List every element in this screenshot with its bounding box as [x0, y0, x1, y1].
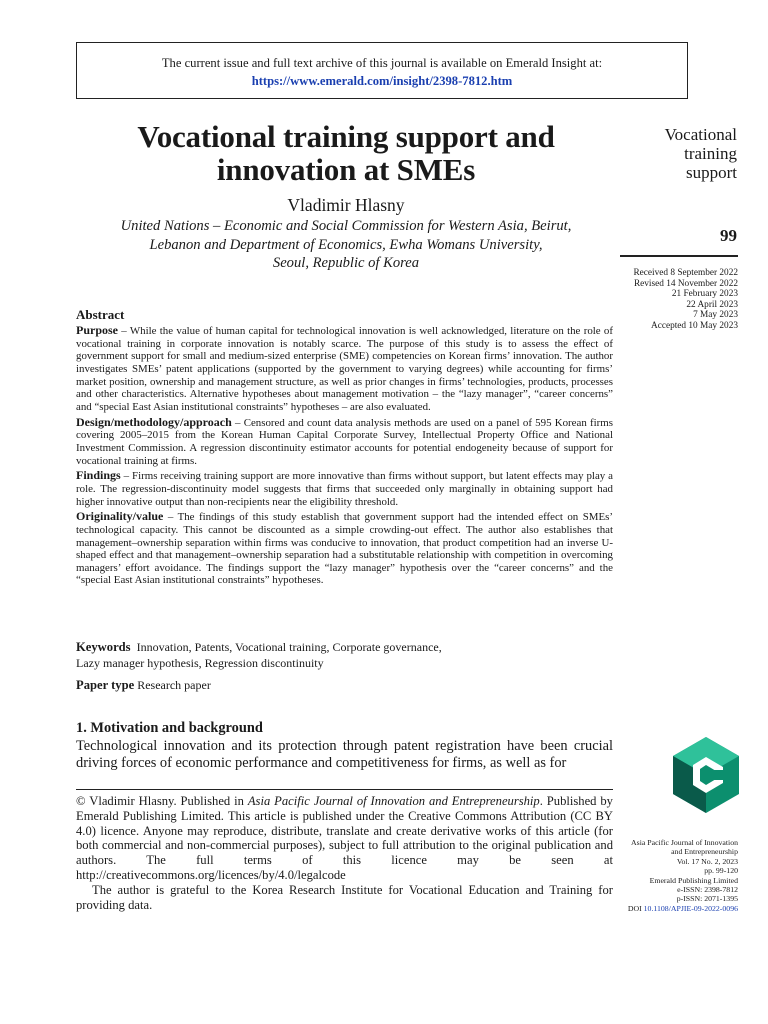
- abstract-text: – While the value of human capital for technological innovation is well acknowledged, literature on the role of vocational training in corporate innovation is notably scarce. The purpose of this study is to assess the effect of government support for small and medium-sized enterprise (SME) competencies on Korean firms’ innovation. The author investigates SMEs’ patent applications (supported by the government to varying degrees) while accounting for firms’ market position, ownership and management structure, as well as prior changes in firms’ technologies, products, processes and other characteristics. Alternative hypotheses about management motivation – the “lazy manager”, “career concerns” and “special East Asian institutional constraints” hypotheses – are also evaluated.: [76, 325, 613, 413]
- article-title: Vocational training support and innovation at SMEs: [137, 119, 555, 187]
- abstract-label: Purpose: [76, 323, 118, 337]
- doi-label: DOI: [627, 903, 644, 913]
- journal-name: Asia Pacific Journal of Innovation and Entrepreneurship: [247, 794, 540, 808]
- author-affiliation: [76, 217, 616, 273]
- date-line: Received 8 September 2022: [633, 268, 738, 278]
- submission-dates: [600, 268, 738, 332]
- abstract-label: Originality/value: [76, 509, 164, 524]
- abstract-heading: Abstract: [76, 307, 125, 322]
- license-note: [76, 794, 613, 883]
- abstract-findings: [76, 469, 613, 508]
- date-line: 7 May 2023: [693, 310, 738, 321]
- abstract-label: Design/methodology/approach: [76, 414, 232, 429]
- journal-info-line: p-ISSN: 2071-1395: [676, 894, 738, 904]
- paper-type: [76, 678, 613, 693]
- acknowledgement: The author is grateful to the Korea Research Institute for Vocational Education and Training for providing data.: [76, 882, 613, 912]
- author-name: Vladimir Hlasny: [287, 195, 405, 215]
- archive-notice-box: [76, 42, 688, 99]
- keywords-text: Innovation, Patents, Vocational training, Corporate governance,: [136, 640, 442, 654]
- journal-info-line: Asia Pacific Journal of Innovation: [631, 838, 738, 847]
- keywords-line: Lazy manager hypothesis, Regression discontinuity: [76, 655, 324, 670]
- paper-type-label: Paper type: [76, 678, 135, 692]
- paper-type-value: Research paper: [137, 678, 211, 692]
- license-text: . Published by Emerald Publishing Limited. This article is published under the Creative Commons Attribution (CC BY 4.0) licence. Anyone may reproduce, distribute, translate and create derivative works of this article (for both commercial and non-commercial purposes), subject to full attribution to the original publication and authors. The full terms of this licence may be seen at http://creativecommons.org/licences/by/4.0/legalcode: [76, 794, 613, 882]
- journal-info-line: pp. 99-120: [704, 866, 738, 876]
- keywords: [76, 640, 613, 671]
- affiliation-line: United Nations – Economic and Social Commission for Western Asia, Beirut,: [120, 218, 572, 234]
- affiliation-line: Lebanon and Department of Economics, Ewha Womans University,: [149, 236, 543, 253]
- journal-info-line: e-ISSN: 2398-7812: [677, 885, 738, 895]
- abstract-purpose: [76, 324, 613, 414]
- abstract-design: [76, 416, 613, 468]
- running-head: [620, 125, 737, 182]
- date-line: Revised 14 November 2022: [633, 278, 738, 289]
- page-number: 99: [720, 226, 737, 245]
- running-head-line: Vocational: [664, 125, 737, 144]
- margin-divider: [620, 255, 738, 257]
- abstract-label: Findings: [76, 468, 121, 483]
- doi-link[interactable]: 10.1108/APJIE-09-2022-0096: [643, 903, 738, 913]
- publisher-logo-icon: [673, 737, 739, 813]
- journal-url-link[interactable]: https://www.emerald.com/insight/2398-7812.htm: [251, 74, 513, 88]
- section-body: [76, 738, 613, 771]
- abstract-body: [76, 324, 613, 589]
- journal-info: [600, 838, 738, 913]
- keywords-line: [76, 640, 613, 656]
- doi-line: [600, 904, 738, 913]
- license-prefix: © Vladimir Hlasny. Published in: [76, 794, 248, 808]
- running-head-line: support: [686, 163, 737, 182]
- journal-info-line: Emerald Publishing Limited: [649, 875, 738, 885]
- abstract-text: – Firms receiving training support are more innovative than firms without support, but latent effects may play a role. The regression-discontinuity model suggests that firms that succeeded only marginally in obtaining support had higher innovative output than non-recipients near the eligibility threshold.: [76, 470, 613, 508]
- journal-info-line: and Entrepreneurship: [671, 847, 738, 857]
- journal-info-line: Vol. 17 No. 2, 2023: [676, 856, 738, 866]
- abstract-text: – Censored and count data analysis methods are used on a panel of 595 Korean firms covering 2005–2015 from the Korean Human Capital Corporate Survey, Intellectual Property Office and National Investment Commission. A regression discontinuity estimator accounts for potential endogeneity because of support for vocational training at firms.: [76, 416, 613, 467]
- date-line: 21 February 2023: [671, 289, 738, 300]
- date-line: 22 April 2023: [686, 299, 738, 310]
- date-line: Accepted 10 May 2023: [650, 320, 738, 331]
- section-heading: 1. Motivation and background: [76, 720, 263, 736]
- affiliation-line: Seoul, Republic of Korea: [272, 255, 420, 271]
- footnote-divider: [76, 789, 613, 790]
- footnote: [76, 794, 613, 912]
- running-head-line: training: [684, 144, 737, 163]
- abstract-text: – The findings of this study establish that government support had the intended effect on SMEs’ technological capacity. This cannot be discounted as a simple crowding-out effect. The author also establishes that management–ownership separation within firms was conducive to innovation, that product competition had an inverse U-shaped effect and that management–ownership separation had a substitutable relationship with competition in overcoming managers’ effort avoidance. The findings support the “lazy manager” hypothesis over the “career concerns” and the “special East Asian institutional constraints” hypotheses.: [76, 511, 613, 587]
- archive-notice-text: The current issue and full text archive of this journal is available on Emerald Insight at:: [161, 56, 603, 70]
- keywords-label: Keywords: [76, 640, 131, 654]
- section-paragraph: Technological innovation and its protection through patent registration have been crucial driving forces of economic performance and competitiveness for firms, as well as for: [76, 738, 613, 771]
- abstract-originality: [76, 510, 613, 587]
